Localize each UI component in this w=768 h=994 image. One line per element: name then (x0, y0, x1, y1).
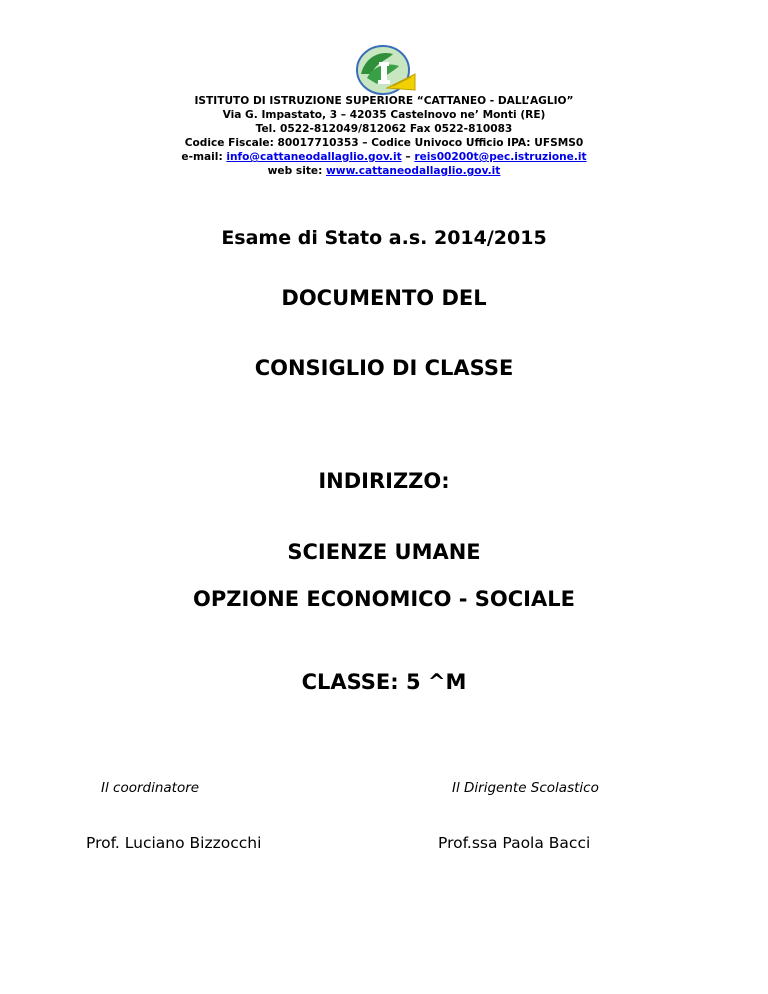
email-label: e-mail: (181, 151, 227, 163)
email-separator: – (401, 151, 415, 163)
institute-address: Via G. Impastato, 3 – 42035 Castelnovo ne’ Monti (RE) (222, 109, 546, 121)
indirizzo-name: SCIENZE UMANE (287, 540, 481, 564)
email-link-pec[interactable]: reis00200t@pec.istruzione.it (414, 151, 587, 163)
indirizzo-heading: INDIRIZZO: (318, 469, 450, 493)
exam-year-title: Esame di Stato a.s. 2014/2015 (221, 227, 547, 249)
principal-name: Prof.ssa Paola Bacci (438, 834, 591, 852)
class-heading: CLASSE: 5 ^M (301, 670, 467, 694)
website-link[interactable]: www.cattaneodallaglio.gov.it (326, 165, 501, 177)
coordinator-name: Prof. Luciano Bizzocchi (86, 834, 262, 852)
institute-email-line (0, 150, 768, 164)
school-logo-icon (353, 44, 417, 96)
principal-role: Il Dirigente Scolastico (452, 780, 599, 796)
email-link-info[interactable]: info@cattaneodallaglio.gov.it (226, 151, 402, 163)
institute-web-line (0, 164, 768, 178)
indirizzo-option: OPZIONE ECONOMICO - SOCIALE (193, 587, 575, 611)
document-title-line1: DOCUMENTO DEL (281, 286, 487, 310)
web-label: web site: (267, 165, 326, 177)
institute-phone: Tel. 0522-812049/812062 Fax 0522-810083 (255, 123, 513, 135)
coordinator-role: Il coordinatore (101, 780, 200, 796)
school-header (0, 94, 768, 178)
document-title-line2: CONSIGLIO DI CLASSE (254, 356, 514, 380)
institute-name: ISTITUTO DI ISTRUZIONE SUPERIORE “CATTANEO - DALL’AGLIO” (194, 95, 574, 107)
institute-fiscal-code: Codice Fiscale: 80017710353 – Codice Univoco Ufficio IPA: UFSMS0 (184, 137, 584, 149)
